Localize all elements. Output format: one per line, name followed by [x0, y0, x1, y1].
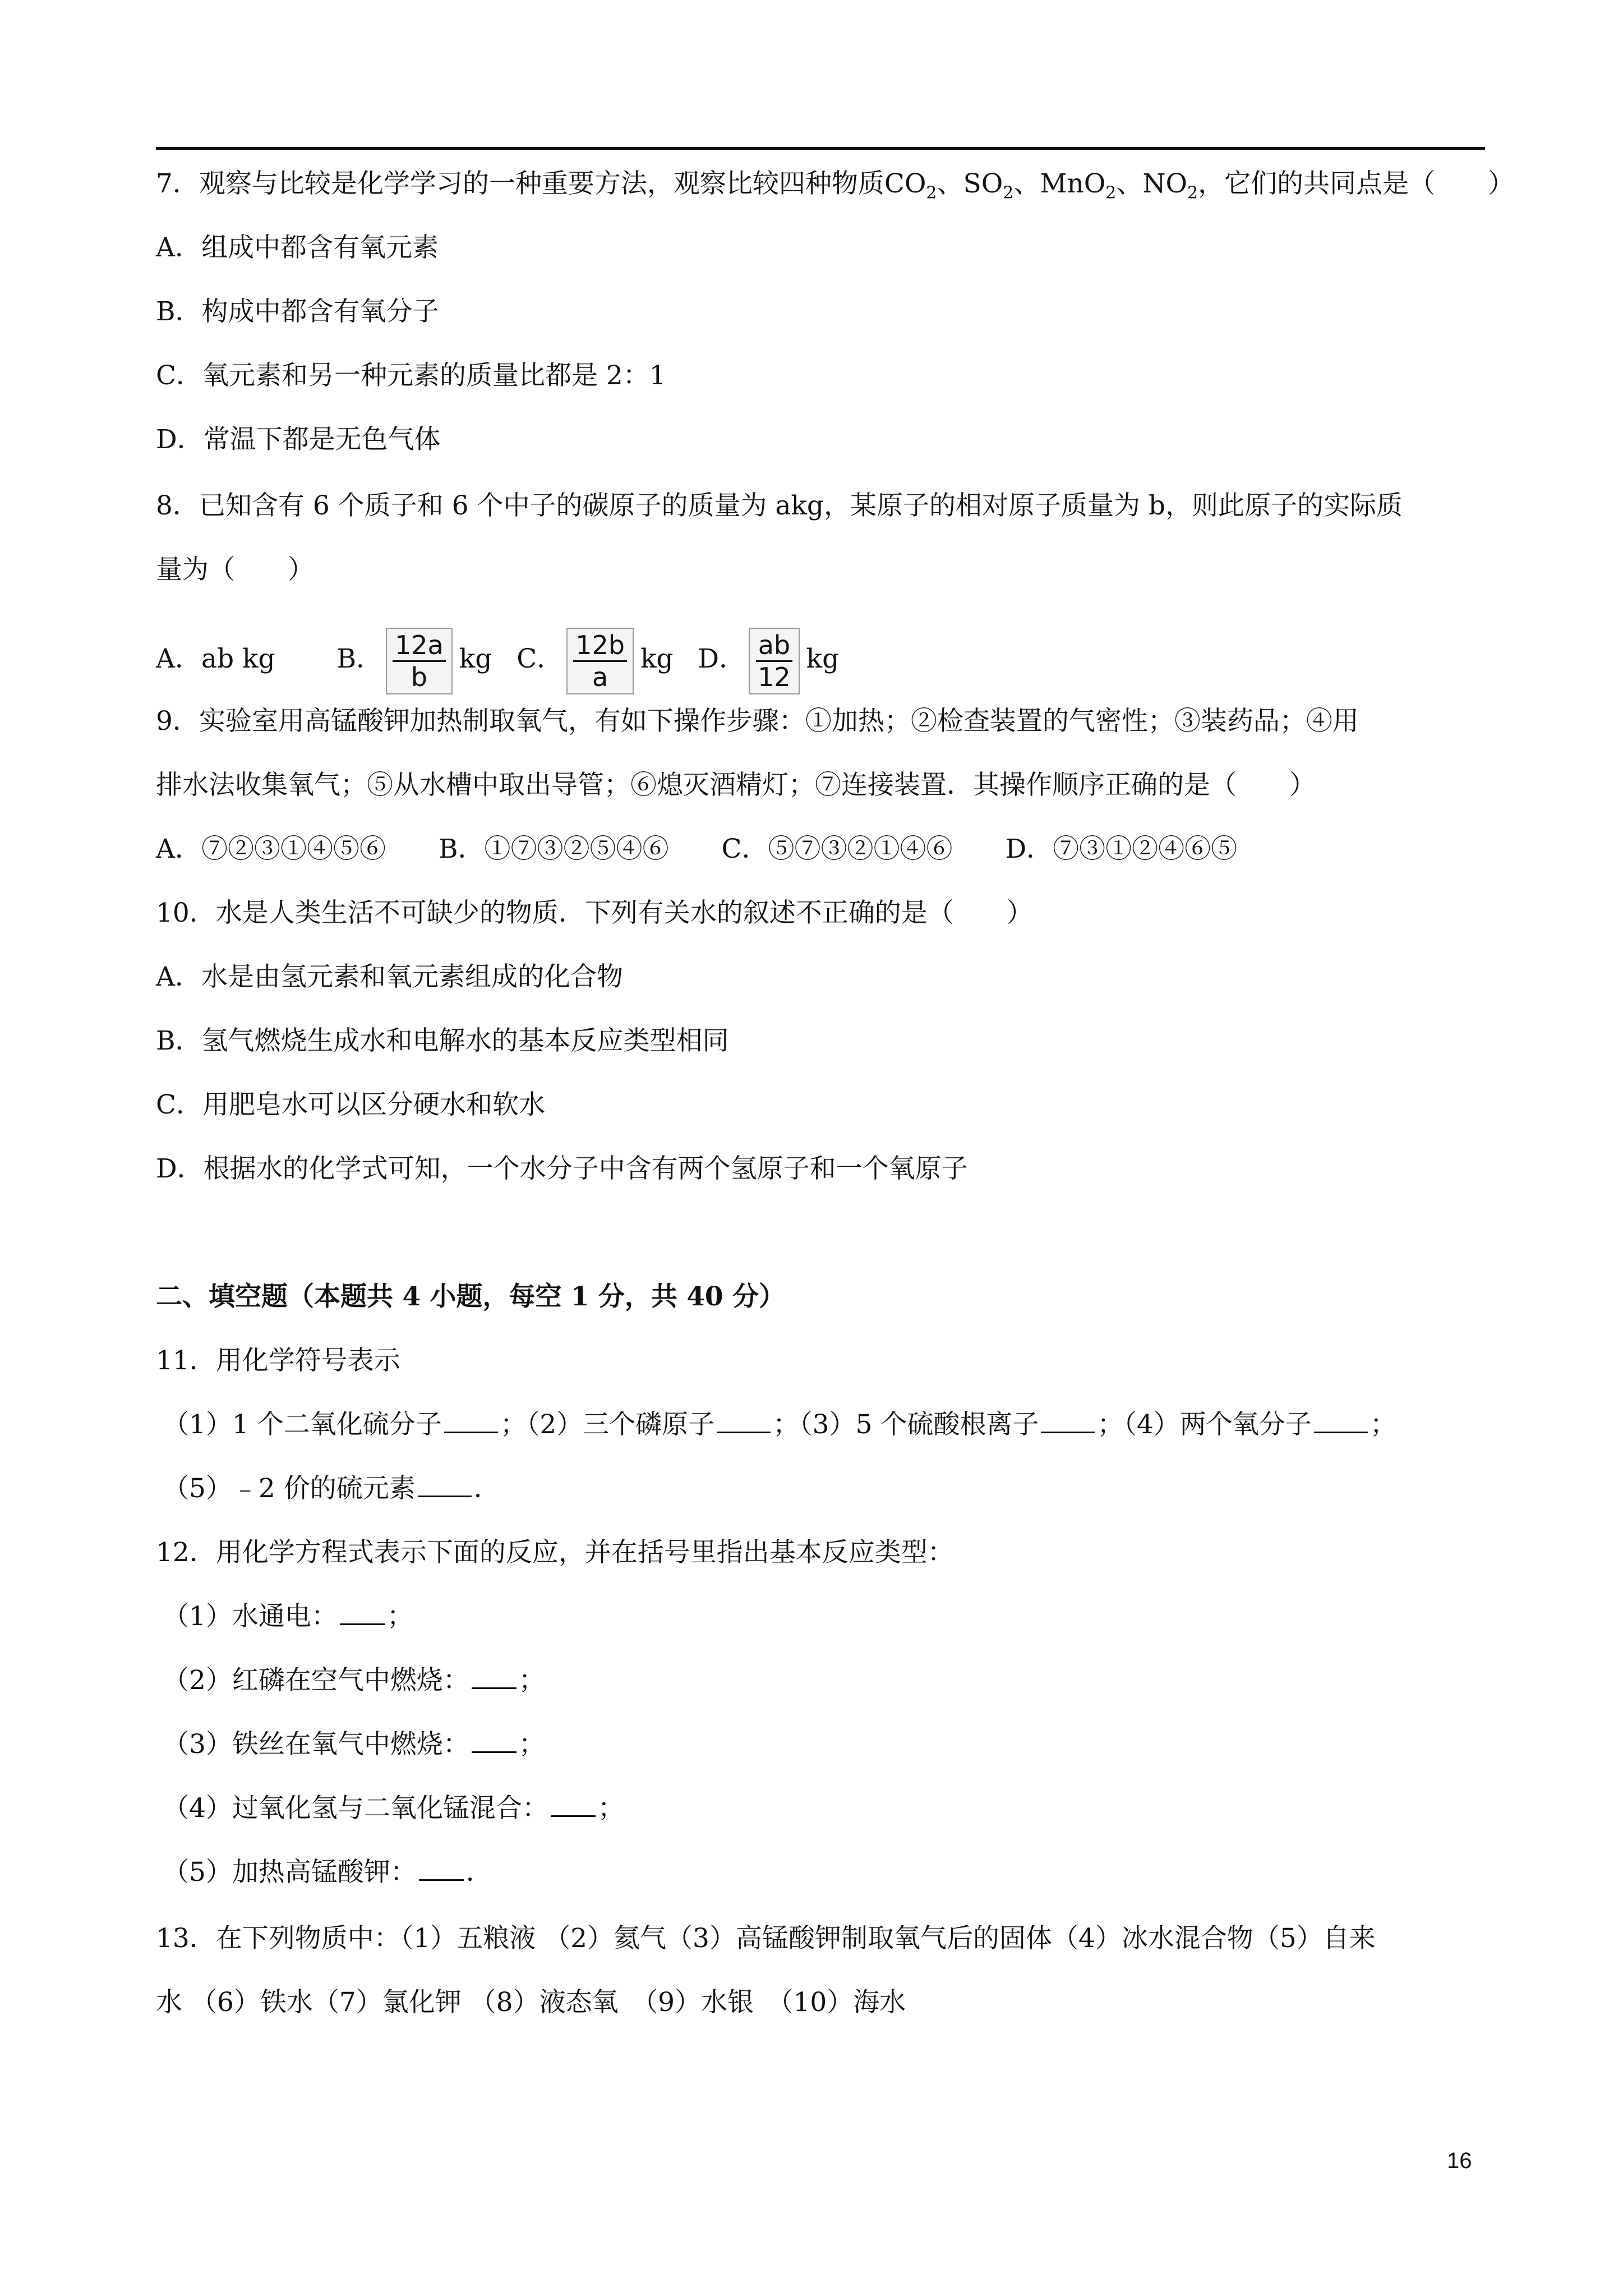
q9-stem-line2: 排水法收集氧气；⑤从水槽中取出导管；⑥熄灭酒精灯；⑦连接装置．其操作顺序正确的是（ ） [156, 770, 1316, 800]
q11-parts-line2: （5）﹣2 价的硫元素 ． [163, 1473, 500, 1504]
q7-stem: 7．观察与比较是化学学习的一种重要方法，观察比较四种物质$CO_2$、$SO_2$、MnO$_2$、$NO_2$，它们的共同点是（ ） [156, 168, 1515, 203]
q10-option-b: B．氢气燃烧生成水和电解水的基本反应类型相同 [156, 1025, 729, 1056]
answer-blank[interactable] [472, 1665, 517, 1689]
answer-blank[interactable] [419, 1857, 464, 1881]
section-heading: 二、填空题（本题共 4 小题，每空 1 分，共 40 分） [156, 1281, 785, 1312]
q8-option-d-fraction: $\frac{ab}{12}$ [749, 628, 800, 694]
q12-item-1: （1）水通电： ； [163, 1601, 413, 1632]
q12-item-2: （2）红磷在空气中燃烧： ； [163, 1665, 545, 1696]
q8-option-a: A．ab kg [156, 643, 275, 674]
page-number: 16 [1447, 2148, 1472, 2173]
q10-stem: 10．水是人类生活不可缺少的物质．下列有关水的叙述不正确的是（ ） [156, 898, 1033, 928]
q9-stem-line1: 9．实验室用高锰酸钾加热制取氧气，有如下操作步骤：①加热；②检查装置的气密性；③装药品；④用 [156, 706, 1359, 737]
q8-option-b-label: B． [336, 643, 383, 674]
q8-option-c-fraction: $\frac{12b}{a}$ [566, 628, 634, 694]
q8-option-d-label: D． [698, 643, 746, 674]
q13-stem-line1: 13．在下列物质中：（1）五粮液 （2）氦气（3）高锰酸钾制取氧气后的固体（4）冰水混合物（5）自来 [156, 1923, 1376, 1954]
q11-stem: 11．用化学符号表示 [156, 1345, 400, 1376]
answer-blank[interactable] [551, 1793, 596, 1817]
q8-stem-line2: 量为（ ） [156, 554, 314, 585]
answer-blank[interactable] [444, 1409, 498, 1433]
q7-option-a: A．组成中都含有氧元素 [156, 232, 439, 263]
q8-option-b-fraction: $\frac{12a}{b}$ [386, 628, 453, 694]
q8-stem-line1: 8．已知含有 6 个质子和 6 个中子的碳原子的质量为 akg，某原子的相对原子质量为 b，则此原子的实际质 [156, 490, 1403, 521]
answer-blank[interactable] [1041, 1409, 1095, 1433]
answer-blank[interactable] [472, 1729, 517, 1753]
answer-blank[interactable] [340, 1601, 385, 1625]
q8-option-c-label: C． [517, 643, 564, 674]
q10-option-c: C．用肥皂水可以区分硬水和软水 [156, 1089, 545, 1120]
q12-item-3: （3）铁丝在氧气中燃烧： ； [163, 1729, 545, 1760]
answer-blank[interactable] [717, 1409, 771, 1433]
answer-blank[interactable] [418, 1473, 472, 1497]
q7-option-c: C．氧元素和另一种元素的质量比都是 2：1 [156, 360, 666, 391]
q12-item-5: （5）加热高锰酸钾： ． [163, 1857, 492, 1888]
q12-stem: 12．用化学方程式表示下面的反应，并在括号里指出基本反应类型： [156, 1537, 954, 1568]
q10-option-d: D．根据水的化学式可知，一个水分子中含有两个氢原子和一个氧原子 [156, 1153, 968, 1184]
header-rule [156, 147, 1485, 150]
answer-blank[interactable] [1314, 1409, 1368, 1433]
q11-parts-line1: （1）1 个二氧化硫分子 ；（2）三个磷原子 ；（3）5 个硫酸根离子 ；（4）两个氧分子 ； [163, 1409, 1396, 1440]
q9-options: A．⑦②③①④⑤⑥ B．①⑦③②⑤④⑥ C．⑤⑦③②①④⑥ D．⑦③①②④⑥⑤ [156, 834, 1238, 864]
q12-item-4: （4）过氧化氢与二氧化锰混合： ； [163, 1793, 624, 1824]
q8-options: A．ab kg B． $\frac{12a}{b}$ kg C． $\frac{12b}{a}$ kg D． $\frac{ab}{12}$ kg [156, 623, 839, 696]
q13-stem-line2: 水 （6）铁水（7）氯化钾 （8）液态氧 （9）水银 （10）海水 [156, 1987, 906, 2018]
q10-option-a: A．水是由氢元素和氧元素组成的化合物 [156, 961, 623, 992]
q7-option-d: D．常温下都是无色气体 [156, 424, 441, 455]
q7-option-b: B．构成中都含有氧分子 [156, 296, 439, 327]
